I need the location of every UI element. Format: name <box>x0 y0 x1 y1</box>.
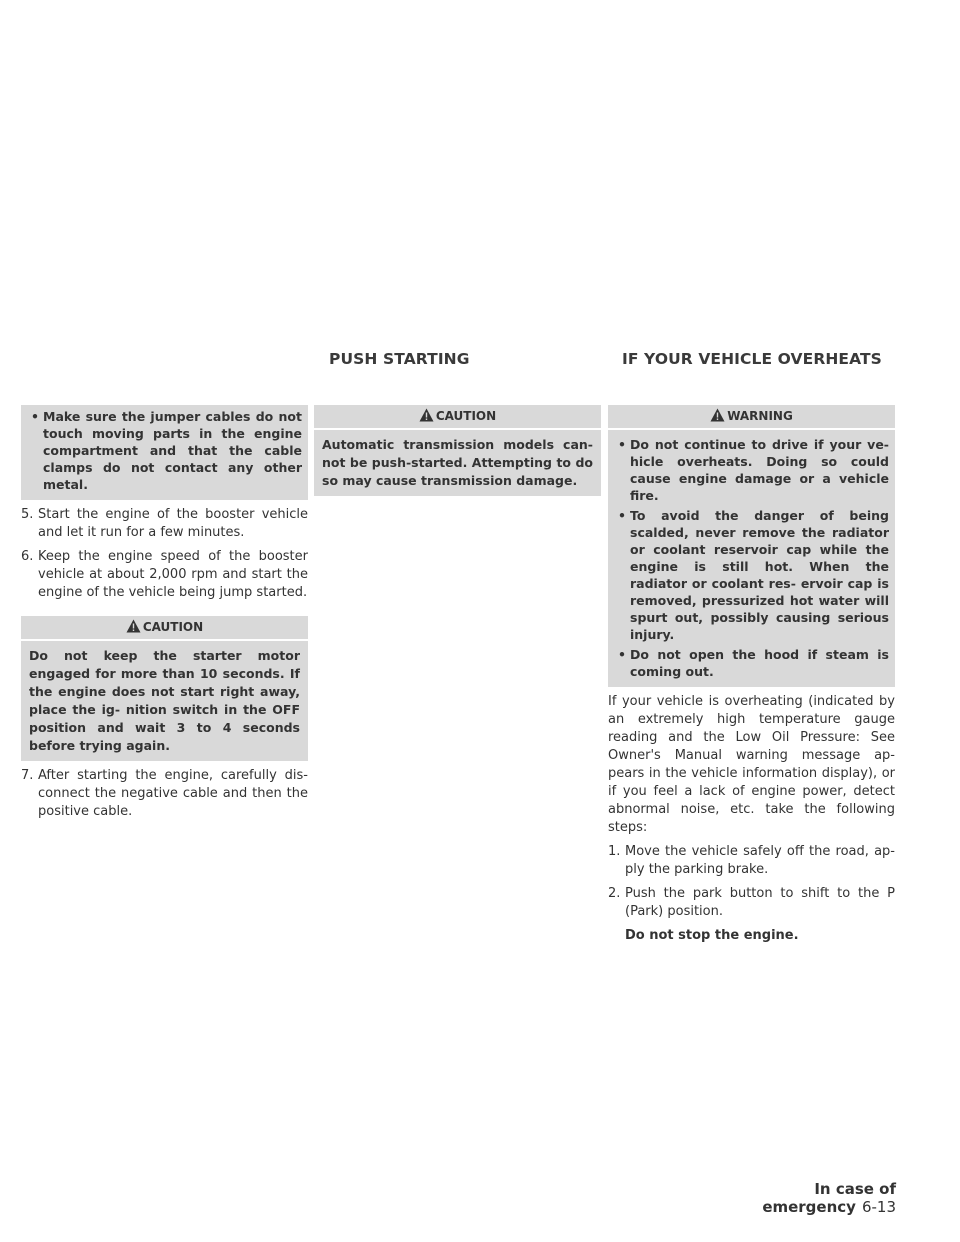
jumper-note-box <box>21 405 308 500</box>
step-5 <box>21 506 308 542</box>
warning-item <box>614 507 889 643</box>
warning-list <box>608 430 895 687</box>
warning-box <box>608 405 895 687</box>
step-number: 6. <box>21 549 34 564</box>
column-2 <box>314 405 601 496</box>
step-7 <box>21 767 308 821</box>
caution-box-starter <box>21 616 308 761</box>
warning-triangle-icon <box>126 619 141 633</box>
warning-triangle-icon <box>710 408 725 422</box>
step-number: 5. <box>21 507 34 522</box>
warning-item <box>614 436 889 504</box>
step-text: Keep the engine speed of the booster vehicle at about 2,000 rpm and start the engine of the vehicle being jump started. <box>38 549 308 600</box>
step-text: Move the vehicle safely off the road, ap- ply the parking brake. <box>625 844 895 877</box>
caution-label: CAUTION <box>435 409 497 423</box>
step-number: 2. <box>608 886 621 901</box>
step-text: Start the engine of the booster vehicle and let it run for a few minutes. <box>38 507 308 540</box>
warning-label: WARNING <box>727 409 793 423</box>
page-footer <box>700 1180 896 1216</box>
column-3 <box>608 405 895 945</box>
jumper-note-text: Make sure the jumper cables do not touch moving parts in the engine compartment and that the cable clamps do not contact any other metal. <box>43 409 302 492</box>
step-2-note: Do not stop the engine. <box>625 928 799 943</box>
step-6 <box>21 548 308 602</box>
caution-box-push-start <box>314 405 601 496</box>
jumper-note-bullet <box>27 408 302 493</box>
step-number: 1. <box>608 844 621 859</box>
caution-label: CAUTION <box>142 620 204 634</box>
warning-header <box>608 405 895 428</box>
caution-header <box>314 405 601 428</box>
column-1 <box>21 405 308 821</box>
warning-item <box>614 646 889 680</box>
overheat-intro: If your vehicle is overheating (indicated by an extremely high temperature gauge reading and the Low Oil Pressure: See Owner's Manual warning message ap- pears in the vehicle information display), or if you feel a lack of engine power, detect abnormal noise, etc. take the following steps: <box>608 694 895 835</box>
bullet-dot: • <box>618 647 626 662</box>
warning-text: Do not open the hood if steam is coming out. <box>630 647 889 679</box>
heading-if-overheats: IF YOUR VEHICLE OVERHEATS <box>622 350 882 368</box>
step-1 <box>608 843 895 879</box>
step-number: 7. <box>21 768 34 783</box>
step-text: After starting the engine, carefully dis- connect the negative cable and then the positive cable. <box>38 768 308 819</box>
bullet-dot: • <box>618 508 626 523</box>
warning-triangle-icon <box>419 408 434 422</box>
page-number: 6-13 <box>861 1198 896 1216</box>
bullet-dot: • <box>618 437 626 452</box>
warning-text: Do not continue to drive if your ve- hicle overheats. Doing so could cause engine damage or a vehicle fire. <box>630 437 889 503</box>
bullet-dot: • <box>31 409 39 424</box>
heading-push-starting: PUSH STARTING <box>329 350 470 368</box>
footer-section-title: In case of emergency <box>762 1180 896 1216</box>
step-text: Push the park button to shift to the P (Park) position. <box>625 886 895 919</box>
step-2 <box>608 885 895 921</box>
caution-header <box>21 616 308 639</box>
caution-text: Do not keep the starter motor engaged for more than 10 seconds. If the engine does not start right away, place the ig- nition switch in the OFF position and wait 3 to 4 seconds before trying again. <box>29 648 300 753</box>
warning-text: To avoid the danger of being scalded, never remove the radiator or coolant reservoir cap while the engine is still hot. When the radiator or coolant res- ervoir cap is removed, pressurized hot water will spurt out, possibly causing serious injury. <box>630 508 889 642</box>
caution-text: Automatic transmission models can- not be push-started. Attempting to do so may cause transmission damage. <box>322 437 593 488</box>
